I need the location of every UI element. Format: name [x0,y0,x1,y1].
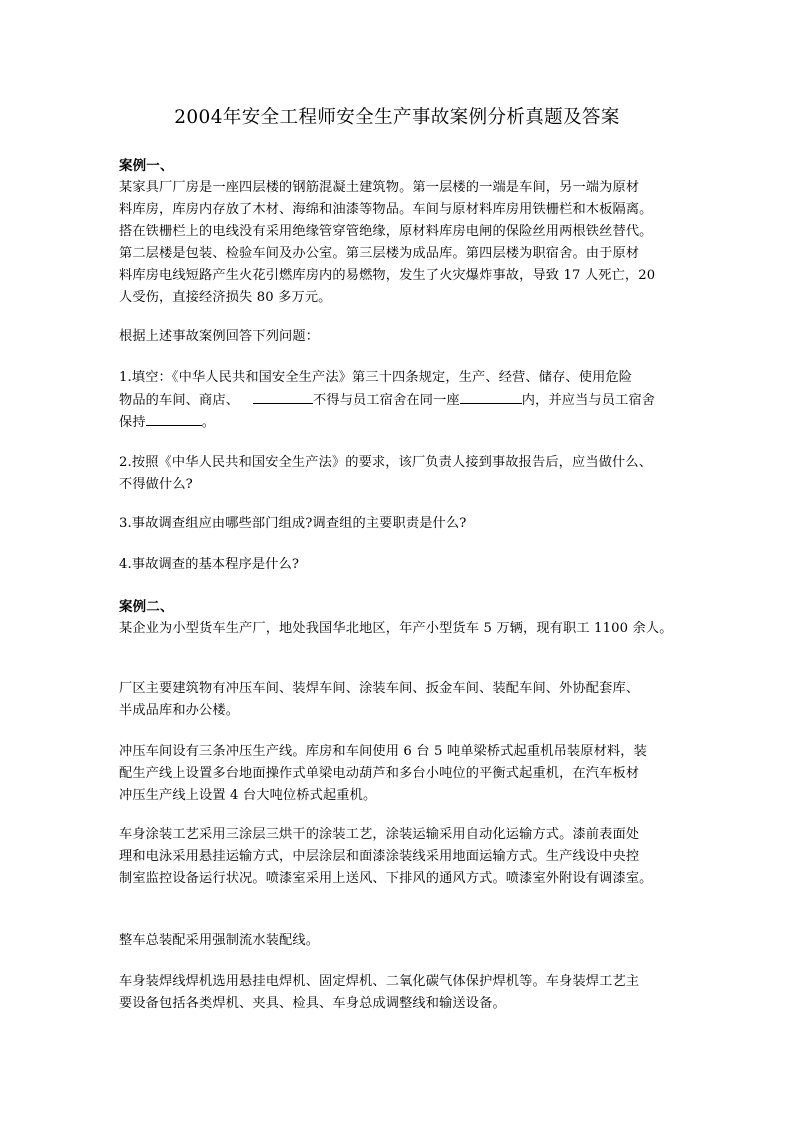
case2-paragraph-line: 冲压生产线上设置 4 台大吨位桥式起重机。 [119,788,377,803]
case1-prompt-block [119,326,694,348]
question-1-text: 物品的车间、商店、 [119,393,240,408]
question-1-text: 保持 [119,415,146,430]
question-1 [119,367,694,433]
case2-paragraph-line: 厂区主要建筑物有冲压车间、装焊车间、涂装车间、扳金车间、装配车间、外协配套库、 [119,681,640,696]
case2-intro: 某企业为小型货车生产厂，地处我国华北地区，年产小型货车 5 万辆，现有职工 1100 余人。 [119,621,673,636]
case1-heading: 案例一、 [119,158,174,174]
question-1-line [119,389,694,411]
question-3 [119,513,694,535]
case1-section [119,155,694,309]
case2-section [119,596,694,640]
question-4 [119,554,694,576]
question-2-line: 不得做什么? [119,477,193,492]
case2-paragraph-5 [119,971,694,1015]
question-1-line [119,411,694,433]
case1-paragraph-line: 料库房，库房内存放了木材、海绵和油漆等物品。车间与原材料库房用铁栅栏和木板隔离。 [119,202,653,217]
case2-paragraph-line: 半成品库和办公楼。 [119,703,240,718]
case2-paragraph-line: 冲压车间设有三条冲压生产线。库房和车间使用 6 台 5 吨单梁桥式起重机吊装原材料，装 [119,744,647,759]
question-2 [119,452,694,496]
question-1-text: 不得与员工宿舍在同一座 [313,393,460,408]
case1-paragraph-line: 料库房电线短路产生火花引燃库房内的易燃物，发生了火灾爆炸事故，导致 17 人死亡，20 [119,268,656,283]
question-4-line: 4.事故调查的基本程序是什么? [119,557,300,572]
case2-paragraph-line: 车身涂装工艺采用三涂层三烘干的涂装工艺，涂装运输采用自动化运输方式。漆前表面处 [119,827,640,842]
question-1-text: 内，并应当与员工宿舍 [521,393,656,408]
case2-paragraph-1 [119,678,694,722]
case2-paragraph-3 [119,824,694,890]
case2-heading: 案例二、 [119,599,174,615]
fill-blank-2 [460,389,522,404]
case1-paragraph-line: 第二层楼是包装、检验车间及办公室。第三层楼为成品库。第四层楼为职宿舍。由于原材 [119,246,640,261]
fill-blank-3 [146,411,202,426]
case1-paragraph-line: 搭在铁栅栏上的电线没有采用绝缘管穿管绝缘，原材料库房电闸的保险丝用两根铁丝替代。 [119,224,653,239]
case2-paragraph-line: 整车总装配采用强制流水装配线。 [119,933,320,948]
case1-prompt: 根据上述事故案例回答下列问题： [119,329,320,344]
question-3-line: 3.事故调查组应由哪些部门组成?调查组的主要职责是什么? [119,516,467,531]
case2-paragraph-line: 配生产线上设置多台地面操作式单梁电动葫芦和多台小吨位的平衡式起重机，在汽车板材 [119,766,640,781]
document-title: 2004年安全工程师安全生产事故案例分析真题及答案 [174,107,620,128]
case2-paragraph-line: 要设备包括各类焊机、夹具、检具、车身总成调整线和输送设备。 [119,996,506,1011]
fill-blank-1 [253,389,313,404]
case1-paragraph-line: 某家具厂厂房是一座四层楼的钢筋混凝土建筑物。第一层楼的一端是车间，另一端为原材 [119,180,640,195]
case2-paragraph-line: 车身装焊线焊机选用悬挂电焊机、固定焊机、二氧化碳气体保护焊机等。车身装焊工艺主 [119,974,640,989]
question-1-text: 。 [201,415,216,430]
case2-paragraph-4 [119,930,694,952]
case2-paragraph-line: 制室监控设备运行状况。喷漆室采用上送风、下排风的通风方式。喷漆室外附设有调漆室。 [119,871,653,886]
case2-paragraph-line: 理和电泳采用悬挂运输方式，中层涂层和面漆涂装线采用地面运输方式。生产线设中央控 [119,849,640,864]
question-1-line: 1.填空：《中华人民共和国安全生产法》第三十四条规定，生产、经营、储存、使用危险 [119,370,633,385]
case1-paragraph-line: 人受伤，直接经济损失 80 多万元。 [119,290,332,305]
case2-paragraph-2 [119,741,694,807]
question-2-line: 2.按照《中华人民共和国安全生产法》的要求，该厂负责人接到事故报告后，应当做什么、 [119,455,653,470]
